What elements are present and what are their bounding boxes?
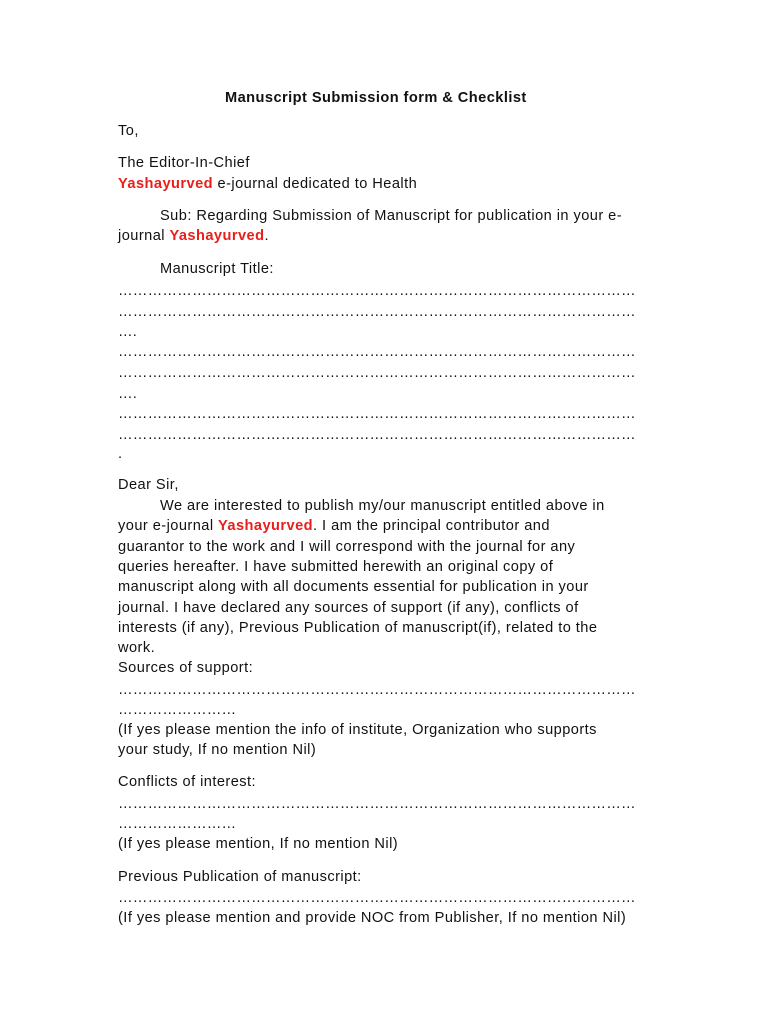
conflicts-field-dots[interactable]: ……………………………………………………………………………………………: [118, 796, 636, 812]
title-field-dots[interactable]: ……………………………………………………………………………………………: [118, 406, 636, 422]
editor-line: The Editor-In-Chief: [118, 155, 250, 171]
body-line-1: We are interested to publish my/our manuscript entitled above in: [160, 498, 605, 514]
manuscript-title-label: Manuscript Title:: [160, 261, 274, 277]
body-line-5: manuscript along with all documents essential for publication in your: [118, 579, 589, 595]
previous-field-dots[interactable]: ……………………………………………………………………………………………: [118, 890, 636, 906]
subject-line-1: Sub: Regarding Submission of Manuscript for publication in your e-: [160, 208, 623, 224]
subject-text: journal: [118, 228, 170, 244]
conflicts-field-dots-short[interactable]: ……………………: [118, 816, 237, 832]
sources-field-dots-short[interactable]: ……………………: [118, 702, 237, 718]
journal-name: Yashayurved: [218, 518, 314, 534]
journal-name: Yashayurved: [118, 176, 213, 192]
previous-label: Previous Publication of manuscript:: [118, 869, 362, 885]
title-field-dots[interactable]: ……………………………………………………………………………………………: [118, 304, 636, 320]
sources-label: Sources of support:: [118, 660, 254, 676]
salutation-to: To,: [118, 123, 139, 139]
sources-field-dots[interactable]: ……………………………………………………………………………………………: [118, 682, 636, 698]
previous-note: (If yes please mention and provide NOC from Publisher, If no mention Nil): [118, 910, 627, 926]
sources-note-1: (If yes please mention the info of institute, Organization who supports: [118, 722, 597, 738]
dear-sir: Dear Sir,: [118, 477, 179, 493]
journal-line: [118, 174, 417, 194]
body-text: . I am the principal contributor and: [313, 518, 550, 534]
title-field-dots-tail[interactable]: ….: [118, 324, 138, 340]
sources-note-2: your study, If no mention Nil): [118, 742, 317, 758]
title-field-dots-tail[interactable]: .: [118, 446, 123, 462]
page-title: Manuscript Submission form & Checklist: [225, 90, 527, 106]
title-field-dots[interactable]: ……………………………………………………………………………………………: [118, 365, 636, 381]
body-line-3: guarantor to the work and I will correspond with the journal for any: [118, 539, 576, 555]
title-field-dots[interactable]: ……………………………………………………………………………………………: [118, 283, 636, 299]
body-line-6: journal. I have declared any sources of support (if any), conflicts of: [118, 600, 579, 616]
body-line-2: [118, 516, 550, 536]
body-line-7: interests (if any), Previous Publication of manuscript(if), related to the: [118, 620, 598, 636]
journal-name: Yashayurved: [169, 228, 265, 244]
body-line-8: work.: [118, 640, 156, 656]
journal-description: e-journal dedicated to Health: [213, 176, 418, 192]
conflicts-label: Conflicts of interest:: [118, 774, 257, 790]
body-line-4: queries hereafter. I have submitted herewith an original copy of: [118, 559, 554, 575]
body-text: your e-journal: [118, 518, 219, 534]
title-field-dots-tail[interactable]: ….: [118, 386, 138, 402]
title-field-dots[interactable]: ……………………………………………………………………………………………: [118, 427, 636, 443]
subject-line-2: [118, 226, 269, 246]
conflicts-note: (If yes please mention, If no mention Nil): [118, 836, 399, 852]
subject-period: .: [264, 228, 269, 244]
title-field-dots[interactable]: ……………………………………………………………………………………………: [118, 344, 636, 360]
